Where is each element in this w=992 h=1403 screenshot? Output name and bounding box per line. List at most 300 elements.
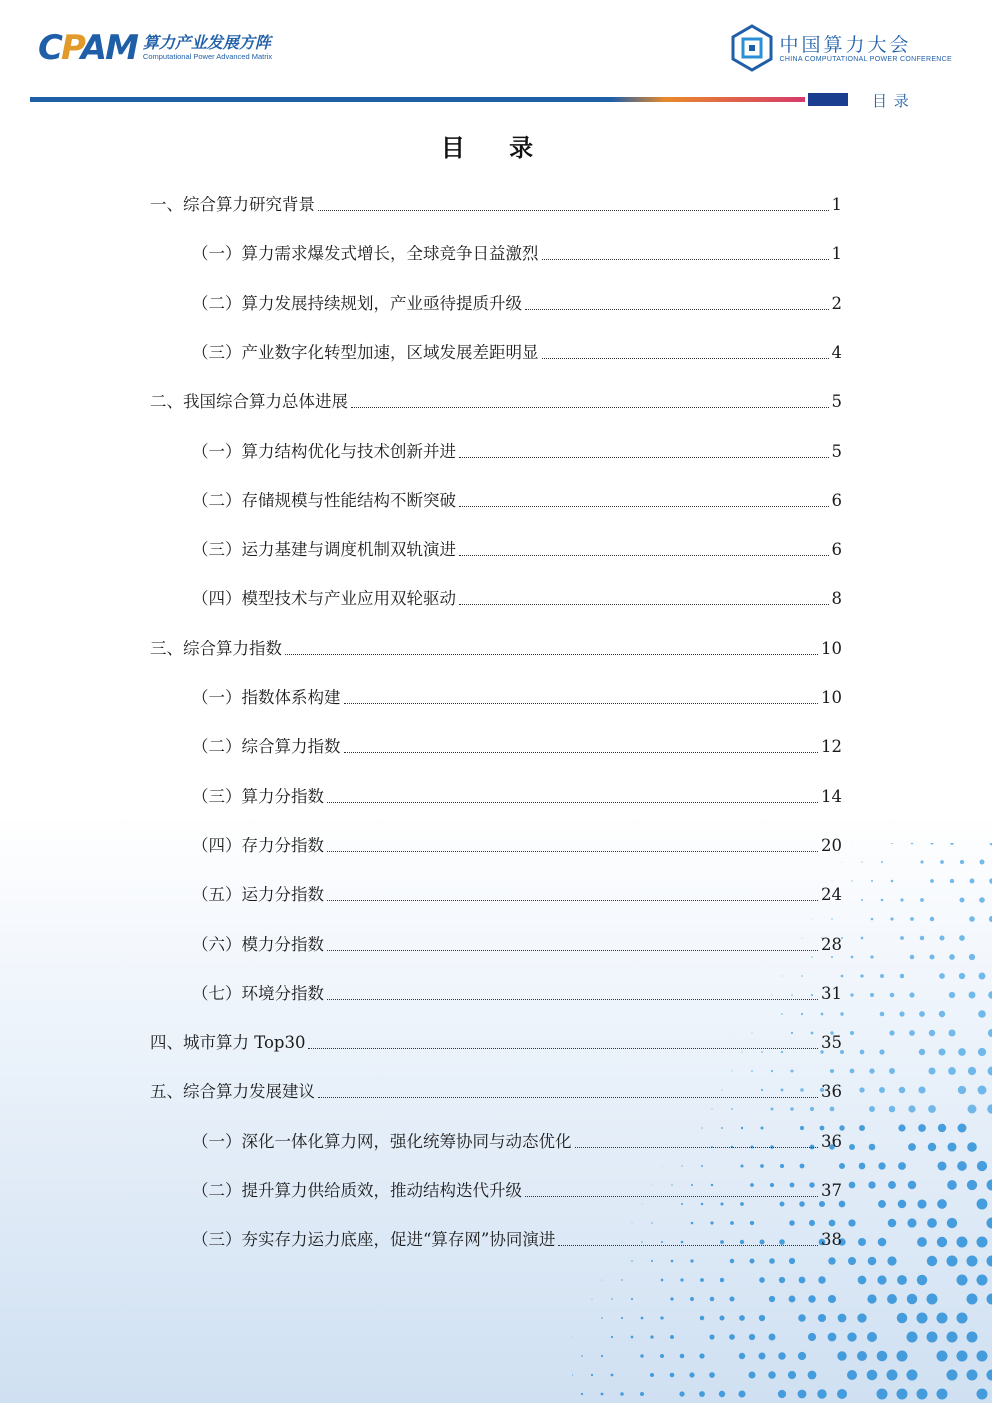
halftone-dot xyxy=(881,861,883,863)
halftone-dot xyxy=(861,899,863,901)
halftone-dot xyxy=(810,1107,814,1111)
halftone-dot xyxy=(928,1143,936,1151)
halftone-dot xyxy=(650,1335,653,1338)
halftone-dot xyxy=(799,1201,805,1207)
toc-entry-label: 四、城市算力 Top30 xyxy=(150,1033,306,1053)
halftone-dot xyxy=(861,937,864,940)
halftone-dot xyxy=(880,1012,885,1017)
halftone-dot xyxy=(959,973,965,979)
halftone-dot xyxy=(949,954,955,960)
halftone-dot xyxy=(879,1049,884,1054)
toc-entry[interactable] xyxy=(192,826,842,856)
halftone-dot xyxy=(851,880,852,881)
halftone-dot xyxy=(642,1204,643,1205)
halftone-dot xyxy=(692,1109,693,1110)
halftone-dot xyxy=(759,1353,766,1360)
halftone-dot xyxy=(947,1218,957,1228)
conference-logo-en: CHINA COMPUTATIONAL POWER CONFERENCE xyxy=(779,55,952,63)
halftone-dot xyxy=(640,1392,644,1396)
halftone-dot xyxy=(781,1013,783,1015)
halftone-dot xyxy=(889,1030,894,1035)
halftone-dot xyxy=(869,1068,874,1073)
toc-entry[interactable] xyxy=(192,1122,842,1152)
halftone-dot xyxy=(927,1218,937,1228)
halftone-dot xyxy=(977,1351,988,1362)
halftone-dot xyxy=(969,992,976,999)
halftone-dot xyxy=(967,1332,978,1343)
halftone-dot xyxy=(889,1068,895,1074)
halftone-dot xyxy=(980,860,985,865)
halftone-dot xyxy=(891,843,893,844)
halftone-dot xyxy=(887,1256,896,1265)
toc-dot-leader xyxy=(542,357,829,359)
halftone-dot xyxy=(867,1370,878,1381)
halftone-dot xyxy=(960,898,965,903)
halftone-dot xyxy=(799,1277,806,1284)
halftone-dot xyxy=(670,1335,674,1339)
halftone-dot xyxy=(969,916,975,922)
toc-entry-page: 35 xyxy=(821,1033,842,1053)
halftone-dot xyxy=(860,1050,865,1055)
toc-entry-page: 31 xyxy=(821,983,842,1003)
halftone-dot xyxy=(969,954,975,960)
halftone-dot xyxy=(988,1067,992,1076)
toc-dot-leader xyxy=(308,1047,818,1049)
halftone-dot xyxy=(968,1067,976,1075)
toc-entry[interactable] xyxy=(192,727,842,757)
halftone-dot xyxy=(700,1278,704,1282)
halftone-dot xyxy=(967,1142,977,1152)
toc-dot-leader xyxy=(327,850,818,852)
toc-entry-label: 五、综合算力发展建议 xyxy=(150,1082,315,1102)
halftone-dot xyxy=(621,1317,623,1319)
halftone-dot xyxy=(679,1391,684,1396)
toc-entry-label: 三、综合算力指数 xyxy=(150,638,282,658)
halftone-dot xyxy=(759,1277,765,1283)
halftone-dot xyxy=(988,991,992,999)
toc-entry[interactable] xyxy=(192,777,842,807)
halftone-dot xyxy=(850,1031,854,1035)
halftone-dot xyxy=(879,1087,885,1093)
toc-entry[interactable] xyxy=(150,1023,842,1053)
halftone-dot xyxy=(908,1181,916,1189)
halftone-dot xyxy=(957,1313,968,1324)
halftone-dot xyxy=(662,1166,663,1167)
halftone-dot xyxy=(987,1180,992,1191)
halftone-dot xyxy=(811,956,813,958)
toc-entry-label: （二）算力发展持续规划，产业亟待提质升级 xyxy=(192,293,522,313)
halftone-dot xyxy=(907,1294,917,1304)
halftone-dot xyxy=(701,1203,704,1206)
halftone-dot xyxy=(861,861,862,862)
halftone-dot xyxy=(919,1011,925,1017)
toc-entry[interactable] xyxy=(192,432,842,462)
page-header xyxy=(0,0,992,110)
halftone-dot xyxy=(660,1316,663,1319)
toc-entry[interactable] xyxy=(192,234,842,264)
halftone-dot xyxy=(867,1294,876,1303)
conference-logo xyxy=(730,24,952,72)
halftone-dot xyxy=(801,1013,803,1015)
toc-entry-label: 一、综合算力研究背景 xyxy=(150,195,315,214)
halftone-dot xyxy=(920,898,924,902)
halftone-dot xyxy=(889,1106,896,1113)
halftone-dot xyxy=(937,1199,947,1209)
halftone-dot xyxy=(778,1390,786,1398)
halftone-dot xyxy=(749,1258,754,1263)
toc-entry[interactable] xyxy=(192,678,842,708)
halftone-dot xyxy=(581,1393,583,1395)
halftone-dot xyxy=(930,917,934,921)
halftone-dot xyxy=(780,1202,785,1207)
cpam-logo-en: Computational Power Advanced Matrix xyxy=(142,52,273,61)
halftone-dot xyxy=(911,843,914,844)
halftone-dot xyxy=(837,1389,847,1399)
toc-entry-page: 12 xyxy=(821,737,842,757)
halftone-dot xyxy=(977,1161,987,1171)
toc-entry-page: 5 xyxy=(831,392,842,412)
halftone-dot xyxy=(957,1161,967,1171)
halftone-dot xyxy=(631,1260,632,1261)
halftone-dot xyxy=(581,1355,583,1357)
halftone-dot xyxy=(927,1256,937,1266)
halftone-dot xyxy=(771,1108,774,1111)
halftone-dot xyxy=(808,1295,815,1302)
toc-dot-leader xyxy=(351,406,829,408)
halftone-dot xyxy=(611,1298,612,1299)
halftone-dot xyxy=(778,1352,786,1360)
toc-entry-page: 1 xyxy=(831,244,842,264)
halftone-dot xyxy=(920,860,923,863)
toc-entry-page: 37 xyxy=(821,1181,842,1200)
toc-entry-page: 2 xyxy=(831,293,842,313)
halftone-dot xyxy=(907,1218,916,1227)
halftone-dot xyxy=(839,1201,846,1208)
halftone-dot xyxy=(611,1336,613,1338)
halftone-dot xyxy=(769,1334,776,1341)
toc-entry-label: （三）运力基建与调度机制双轨演进 xyxy=(192,540,456,560)
halftone-dot xyxy=(699,1353,704,1358)
halftone-dot xyxy=(760,1164,764,1168)
toc-entry-label: （七）环境分指数 xyxy=(192,983,324,1003)
halftone-dot xyxy=(601,1317,603,1319)
halftone-dot xyxy=(850,993,853,996)
halftone-dot xyxy=(987,1218,992,1229)
halftone-dot xyxy=(611,1374,614,1377)
halftone-dot xyxy=(877,1389,888,1400)
halftone-dot xyxy=(847,1370,857,1380)
halftone-dot xyxy=(719,1391,725,1397)
halftone-dot xyxy=(847,1332,856,1341)
halftone-dot xyxy=(788,1371,796,1379)
halftone-dot xyxy=(917,1199,926,1208)
halftone-dot xyxy=(978,1086,987,1095)
halftone-dot xyxy=(681,1165,682,1166)
halftone-dot xyxy=(917,1275,927,1285)
halftone-dot xyxy=(779,1277,785,1283)
halftone-dot xyxy=(929,1030,935,1036)
halftone-dot xyxy=(850,1069,855,1074)
halftone-dot xyxy=(899,1011,904,1016)
halftone-dot xyxy=(690,1259,693,1262)
halftone-dot xyxy=(897,1313,908,1324)
halftone-dot xyxy=(591,1374,593,1376)
toc-entry-label: （二）综合算力指数 xyxy=(192,737,341,757)
toc-entry[interactable] xyxy=(150,185,842,215)
toc-entry-label: （三）算力分指数 xyxy=(192,786,324,806)
halftone-dot xyxy=(977,1275,988,1286)
halftone-dot xyxy=(808,1371,817,1380)
halftone-dot xyxy=(849,1144,855,1150)
halftone-dot xyxy=(917,1237,927,1247)
toc-title: 目 录 xyxy=(440,134,552,162)
toc-entry-label: （六）模力分指数 xyxy=(192,934,324,954)
halftone-dot xyxy=(977,1389,988,1400)
halftone-dot xyxy=(888,1219,897,1228)
halftone-dot xyxy=(631,1298,633,1300)
conference-logo-cn: 中国算力大会 xyxy=(779,33,912,56)
halftone-dot xyxy=(592,1299,593,1300)
halftone-dot xyxy=(937,1161,946,1170)
halftone-dot xyxy=(930,843,933,845)
header-gradient-bar xyxy=(30,97,805,102)
halftone-dot xyxy=(958,1124,967,1133)
toc-entry[interactable] xyxy=(150,382,842,412)
halftone-dot xyxy=(947,1332,958,1343)
halftone-dot xyxy=(987,1104,992,1114)
halftone-dot xyxy=(938,1124,946,1132)
halftone-dot xyxy=(900,936,904,940)
halftone-dot xyxy=(749,1334,755,1340)
toc-entry-label: （三）产业数字化转型加速，区域发展差距明显 xyxy=(192,342,539,362)
header-section-tag: 目 录 xyxy=(872,92,910,110)
halftone-dot xyxy=(601,1393,604,1396)
toc-entry[interactable] xyxy=(192,875,842,905)
halftone-dot xyxy=(899,1087,906,1094)
halftone-dot xyxy=(939,973,945,979)
halftone-dot xyxy=(818,1276,825,1283)
halftone-dot xyxy=(967,1370,978,1381)
toc-entry[interactable] xyxy=(150,1072,842,1102)
halftone-dot xyxy=(838,1314,847,1323)
halftone-dot xyxy=(749,1372,756,1379)
halftone-dot xyxy=(909,1030,915,1036)
halftone-dot xyxy=(699,1391,705,1397)
halftone-dot xyxy=(988,1029,992,1037)
halftone-dot xyxy=(948,1067,956,1075)
toc-entry[interactable] xyxy=(192,1171,842,1201)
toc-entry[interactable] xyxy=(150,629,842,659)
halftone-dot xyxy=(821,1013,824,1016)
halftone-dot xyxy=(897,1389,908,1400)
halftone-dot xyxy=(650,1373,654,1377)
halftone-dot xyxy=(881,899,884,902)
toc-entry-label: 二、我国综合算力总体进展 xyxy=(150,392,348,412)
halftone-dot xyxy=(918,1124,926,1132)
halftone-dot xyxy=(987,1256,992,1267)
halftone-dot xyxy=(817,1389,826,1398)
halftone-dot xyxy=(840,1012,843,1015)
halftone-dot xyxy=(828,1295,836,1303)
toc-dot-leader xyxy=(459,603,829,605)
toc-entry[interactable] xyxy=(192,925,842,955)
halftone-dot xyxy=(828,1257,835,1264)
halftone-dot xyxy=(960,860,964,864)
toc-dot-leader xyxy=(525,308,829,310)
halftone-dot xyxy=(880,974,884,978)
toc-entry-label: （一）算力需求爆发式增长，全球竞争日益激烈 xyxy=(192,244,539,264)
halftone-dot xyxy=(700,1316,705,1321)
halftone-dot xyxy=(877,1275,886,1284)
halftone-dot xyxy=(888,1181,896,1189)
toc-entry[interactable] xyxy=(192,284,842,314)
halftone-dot xyxy=(819,1201,825,1207)
halftone-dot xyxy=(939,935,944,940)
halftone-dot xyxy=(968,1105,977,1114)
halftone-dot xyxy=(709,1372,715,1378)
halftone-dot xyxy=(812,919,813,920)
halftone-dot xyxy=(937,1389,948,1400)
halftone-dot xyxy=(978,1010,986,1018)
halftone-dot xyxy=(837,1351,846,1360)
toc-dot-leader xyxy=(327,801,818,803)
toc-entry-page: 38 xyxy=(821,1230,842,1250)
halftone-dot xyxy=(910,955,915,960)
halftone-dot xyxy=(947,1370,958,1381)
halftone-dot xyxy=(631,1336,634,1339)
toc-dot-leader xyxy=(525,1195,818,1197)
halftone-dot xyxy=(857,1351,867,1361)
halftone-dot xyxy=(950,843,954,845)
halftone-dot xyxy=(849,1182,856,1189)
halftone-dot xyxy=(839,1163,845,1169)
toc-dot-leader xyxy=(459,456,829,458)
cpam-logo-mark: CPAM xyxy=(38,28,137,68)
toc-dot-leader xyxy=(327,998,818,1000)
halftone-dot xyxy=(859,1163,866,1170)
halftone-dot xyxy=(738,1390,745,1397)
toc-entry[interactable] xyxy=(192,579,842,609)
toc-entry-page: 6 xyxy=(831,540,842,560)
halftone-dot xyxy=(859,1125,865,1131)
halftone-dot xyxy=(848,1257,856,1265)
halftone-dot xyxy=(897,1351,908,1362)
halftone-dot xyxy=(689,1372,694,1377)
halftone-dot xyxy=(967,1294,978,1305)
toc-entry-page: 1 xyxy=(831,195,842,214)
halftone-dot xyxy=(848,1219,855,1226)
toc-entry[interactable] xyxy=(192,974,842,1004)
halftone-dot xyxy=(878,1162,885,1169)
halftone-dot xyxy=(877,1351,888,1362)
halftone-dot xyxy=(690,1297,694,1301)
halftone-dot xyxy=(789,1296,796,1303)
cpam-logo xyxy=(38,28,272,68)
halftone-dot xyxy=(898,1200,907,1209)
halftone-dot xyxy=(970,879,975,884)
halftone-dot xyxy=(831,956,833,958)
halftone-dot xyxy=(898,1162,906,1170)
halftone-dot xyxy=(967,1180,977,1190)
toc-dot-leader xyxy=(318,1096,818,1098)
halftone-dot xyxy=(958,1086,966,1094)
toc-entry-page: 5 xyxy=(831,441,842,461)
toc-dot-leader xyxy=(318,209,829,211)
halftone-dot xyxy=(890,917,893,920)
toc-dot-leader xyxy=(575,1146,819,1148)
toc-dot-leader xyxy=(285,653,818,655)
halftone-dot xyxy=(831,918,832,919)
toc-entry-page: 36 xyxy=(821,1082,842,1102)
halftone-dot xyxy=(937,1237,947,1247)
halftone-dot xyxy=(887,1294,897,1304)
toc-entry-label: （一）深化一体化算力网，强化统筹协同与动态优化 xyxy=(192,1131,572,1151)
halftone-dot xyxy=(958,1048,966,1056)
halftone-dot xyxy=(780,1164,784,1168)
halftone-dot xyxy=(927,1294,938,1305)
halftone-dot xyxy=(907,1332,918,1343)
toc-entry-page: 36 xyxy=(821,1131,842,1151)
halftone-dot xyxy=(871,880,873,882)
halftone-dot xyxy=(978,1048,986,1056)
toc-entry[interactable] xyxy=(192,530,842,560)
halftone-dot xyxy=(891,880,894,883)
halftone-dot xyxy=(680,1278,683,1281)
halftone-dot xyxy=(910,917,914,921)
halftone-dot xyxy=(769,1258,775,1264)
halftone-dot xyxy=(798,1390,807,1399)
halftone-dot xyxy=(640,1354,643,1357)
halftone-dot xyxy=(620,1392,623,1395)
halftone-dot xyxy=(860,974,863,977)
toc-entry[interactable] xyxy=(192,1220,842,1250)
halftone-dot xyxy=(720,1202,723,1205)
halftone-dot xyxy=(977,1237,988,1248)
toc-entry[interactable] xyxy=(192,481,842,511)
toc-dot-leader xyxy=(542,258,829,260)
halftone-dot xyxy=(729,1334,735,1340)
toc-entry-page: 8 xyxy=(831,589,842,609)
halftone-dot xyxy=(740,1164,743,1167)
toc-dot-leader xyxy=(344,702,819,704)
halftone-dot xyxy=(858,1238,866,1246)
toc-entry-label: （二）存储规模与性能结构不断突破 xyxy=(192,490,456,510)
toc-dot-leader xyxy=(459,554,829,556)
halftone-dot xyxy=(858,1276,867,1285)
halftone-dot xyxy=(897,1275,907,1285)
toc-entry-label: （四）存力分指数 xyxy=(192,835,324,855)
halftone-dot xyxy=(800,1164,805,1169)
halftone-dot xyxy=(710,1297,714,1301)
toc-entry-page: 20 xyxy=(821,835,842,855)
halftone-dot xyxy=(701,1165,703,1167)
toc-dot-leader xyxy=(344,751,819,753)
halftone-dot xyxy=(621,1279,622,1280)
toc-entry-label: （二）提升算力供给质效，推动结构迭代升级 xyxy=(192,1181,522,1200)
halftone-dot xyxy=(660,1354,664,1358)
halftone-dot xyxy=(987,1294,992,1305)
halftone-dot xyxy=(671,1260,674,1263)
toc-dot-leader xyxy=(558,1244,818,1246)
halftone-dot xyxy=(870,993,874,997)
halftone-dot xyxy=(869,1144,876,1151)
halftone-dot xyxy=(930,879,934,883)
toc-entry[interactable] xyxy=(192,333,842,363)
halftone-dot xyxy=(602,1280,603,1281)
halftone-dot xyxy=(651,1260,653,1262)
halftone-dot xyxy=(790,1107,794,1111)
toc-entry-label: （一）算力结构优化与技术创新并进 xyxy=(192,441,456,461)
